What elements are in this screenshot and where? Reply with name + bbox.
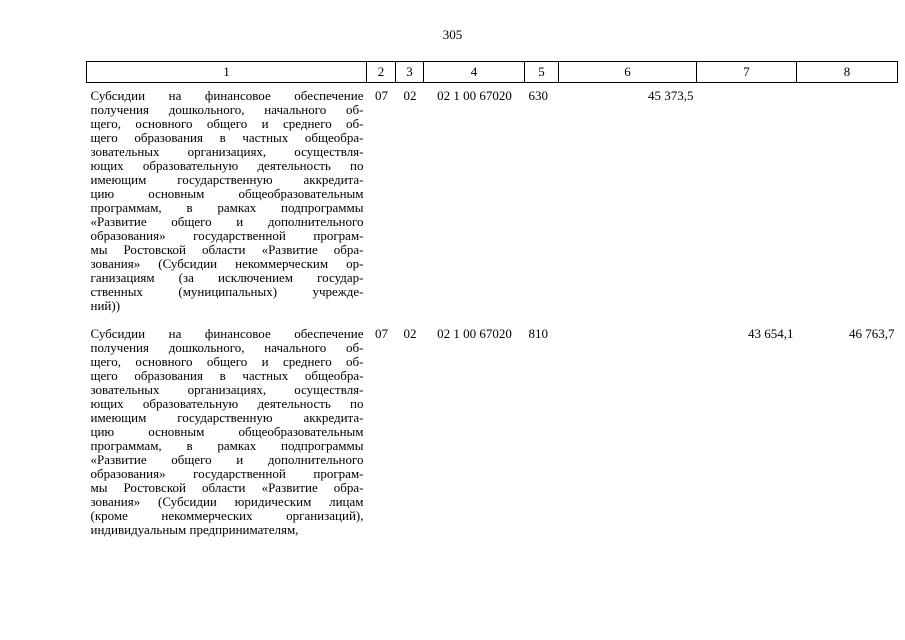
header-cell-4: 4 (424, 62, 525, 83)
header-cell-2: 2 (367, 62, 396, 83)
page-number: 305 (442, 27, 463, 42)
row-description (87, 321, 367, 545)
description-line: ющих образовательную деятельность по (90, 158, 364, 173)
description-line: имеющим государственную аккредита- (90, 410, 364, 425)
amount-col-6: 45 373,5 (648, 88, 694, 103)
description-line: (кроме некоммерческих организаций), (90, 508, 364, 523)
description-line: мы Ростовской области «Развитие обра- (90, 242, 364, 257)
section-code: 07 (375, 88, 388, 103)
description-line: образования» государственной програм- (90, 228, 364, 243)
header-cell-7: 7 (697, 62, 797, 83)
section-code: 07 (375, 326, 388, 341)
header-cell-5: 5 (525, 62, 559, 83)
subsection-code: 02 (403, 326, 417, 341)
target-article-code: 02 1 00 67020 (437, 88, 512, 103)
target-article-code: 02 1 00 67020 (437, 326, 512, 341)
table-row (87, 83, 898, 322)
description-line: «Развитие общего и дополнительного (90, 452, 364, 467)
description-line: зовательных организациях, осуществля- (90, 382, 364, 397)
amount-col-7 (697, 83, 797, 322)
description-line: зования» (Субсидии юридическим лицам (90, 494, 364, 509)
description-line: щего, основного общего и среднего об- (90, 354, 364, 369)
row-description (87, 83, 367, 322)
amount-col-7: 43 654,1 (748, 326, 794, 341)
description-line: ственных (муниципальных) учрежде- (90, 284, 364, 299)
description-line: цию основным общеобразовательным (90, 186, 364, 201)
description-line: мы Ростовской области «Развитие обра- (90, 480, 364, 495)
description-line: ганизациям (за исключением государ- (90, 270, 364, 285)
header-cell-6: 6 (559, 62, 697, 83)
description-line: имеющим государственную аккредита- (90, 172, 364, 187)
amount-col-8 (797, 83, 898, 322)
description-line: щего образования в частных общеобра- (90, 368, 364, 383)
description-line: индивидуальным предпринимателям, (90, 522, 299, 537)
description-line: щего образования в частных общеобра- (90, 130, 364, 145)
amount-col-6 (559, 321, 697, 545)
table-body (87, 83, 898, 546)
description-line: получения дошкольного, начального об- (90, 102, 364, 117)
table-row (87, 321, 898, 545)
description-line: зовательных организациях, осуществля- (90, 144, 364, 159)
subsection-code: 02 (403, 88, 417, 103)
amount-col-8: 46 763,7 (849, 326, 895, 341)
description-line: образования» государственной програм- (90, 466, 364, 481)
description-line: ний)) (90, 298, 121, 313)
description-line: получения дошкольного, начального об- (90, 340, 364, 355)
description-line: программам, в рамках подпрограммы (90, 200, 364, 215)
header-cell-1: 1 (87, 62, 367, 83)
description-line: ющих образовательную деятельность по (90, 396, 364, 411)
expense-type-code: 630 (528, 88, 548, 103)
header-cell-8: 8 (797, 62, 898, 83)
description-line: «Развитие общего и дополнительного (90, 214, 364, 229)
description-line: цию основным общеобразовательным (90, 424, 364, 439)
header-cell-3: 3 (396, 62, 424, 83)
description-line: щего, основного общего и среднего об- (90, 116, 364, 131)
header-row (87, 62, 898, 83)
description-line: зования» (Субсидии некоммерческим ор- (90, 256, 364, 271)
budget-table (86, 61, 898, 545)
expense-type-code: 810 (528, 326, 548, 341)
description-line: Субсидии на финансовое обеспечение (90, 88, 364, 103)
description-line: Субсидии на финансовое обеспечение (90, 326, 364, 341)
description-line: программам, в рамках подпрограммы (90, 438, 364, 453)
